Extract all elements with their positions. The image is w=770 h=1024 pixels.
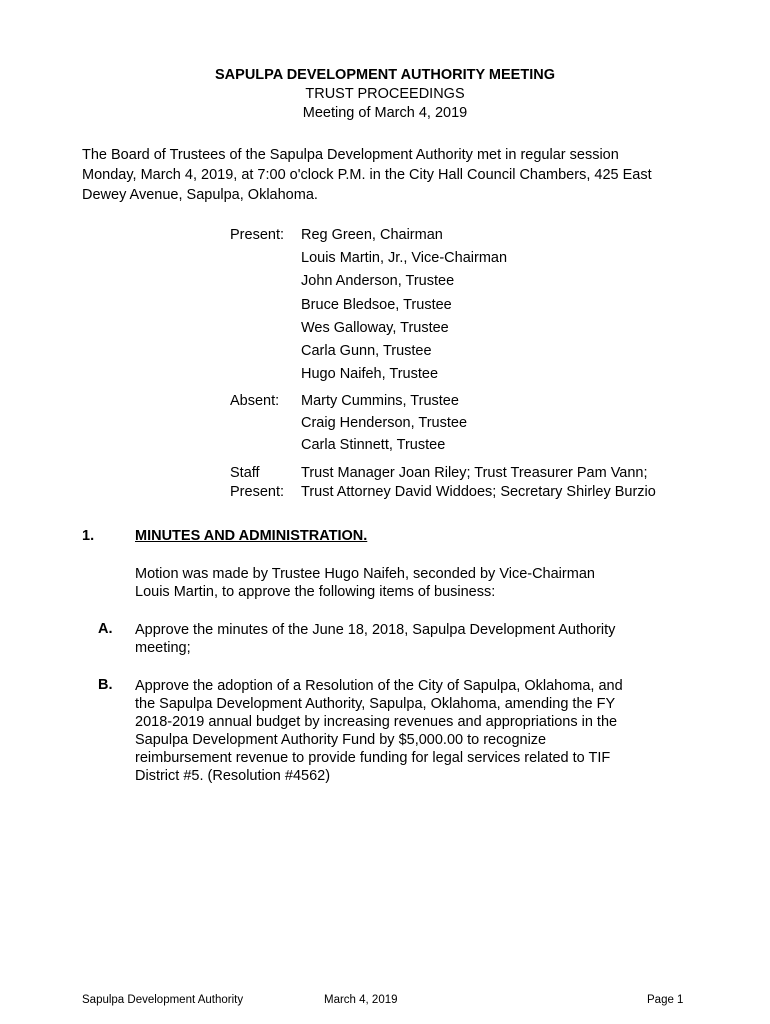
staff-label [230,464,284,502]
item-letter: B. [98,677,113,693]
item-line: District #5. (Resolution #4562) [135,768,331,784]
staff-label-line: Staff [230,465,260,481]
present-member: John Anderson, Trustee [301,273,455,290]
document-header [0,66,770,123]
meeting-date: Meeting of March 4, 2019 [302,105,468,121]
item-b-text [135,677,623,785]
staff-label-line: Present: [230,484,284,500]
item-line: meeting; [135,640,191,656]
section-heading: MINUTES AND ADMINISTRATION. [135,528,368,544]
item-line: the Sapulpa Development Authority, Sapulpa, Oklahoma, amending the FY [135,696,616,712]
present-list [301,226,507,388]
present-member: Bruce Bledsoe, Trustee [301,296,452,313]
absent-member: Craig Henderson, Trustee [301,415,468,431]
intro-paragraph [82,145,652,205]
item-line: reimbursement revenue to provide funding for legal services related to TIF [135,750,611,766]
present-member: Carla Gunn, Trustee [301,342,432,359]
intro-line: The Board of Trustees of the Sapulpa Development Authority met in regular session [82,147,619,163]
motion-line: Louis Martin, to approve the following items of business: [135,584,496,600]
document-subtitle: TRUST PROCEEDINGS [305,86,465,102]
item-line: 2018-2019 annual budget by increasing revenues and appropriations in the [135,714,618,730]
present-member: Louis Martin, Jr., Vice-Chairman [301,250,508,267]
footer-org: Sapulpa Development Authority [82,994,244,1006]
absent-member: Marty Cummins, Trustee [301,393,459,409]
intro-line: Dewey Avenue, Sapulpa, Oklahoma. [82,187,318,203]
motion-paragraph [135,565,595,601]
item-line: Sapulpa Development Authority Fund by $5,000.00 to recognize [135,732,547,748]
staff-list [301,464,656,502]
motion-line: Motion was made by Trustee Hugo Naifeh, seconded by Vice-Chairman [135,566,595,582]
footer-page-number: Page 1 [647,994,684,1006]
present-label: Present: [230,227,284,243]
item-a-text [135,621,615,657]
item-line: Approve the adoption of a Resolution of the City of Sapulpa, Oklahoma, and [135,678,623,694]
footer-date: March 4, 2019 [324,994,398,1006]
present-member: Hugo Naifeh, Trustee [301,366,439,383]
item-line: Approve the minutes of the June 18, 2018, Sapulpa Development Authority [135,622,616,638]
absent-label: Absent: [230,393,280,409]
absent-list [301,392,467,458]
section-number: 1. [82,528,95,544]
present-member: Wes Galloway, Trustee [301,319,449,336]
intro-line: Monday, March 4, 2019, at 7:00 o'clock P.M. in the City Hall Council Chambers, 425 East [82,167,652,183]
item-letter: A. [98,621,113,637]
document-title: SAPULPA DEVELOPMENT AUTHORITY MEETING [215,67,555,83]
staff-line: Trust Attorney David Widdoes; Secretary Shirley Burzio [301,484,656,500]
present-member: Reg Green, Chairman [301,227,443,243]
absent-member: Carla Stinnett, Trustee [301,437,446,453]
staff-line: Trust Manager Joan Riley; Trust Treasurer Pam Vann; [301,465,648,481]
